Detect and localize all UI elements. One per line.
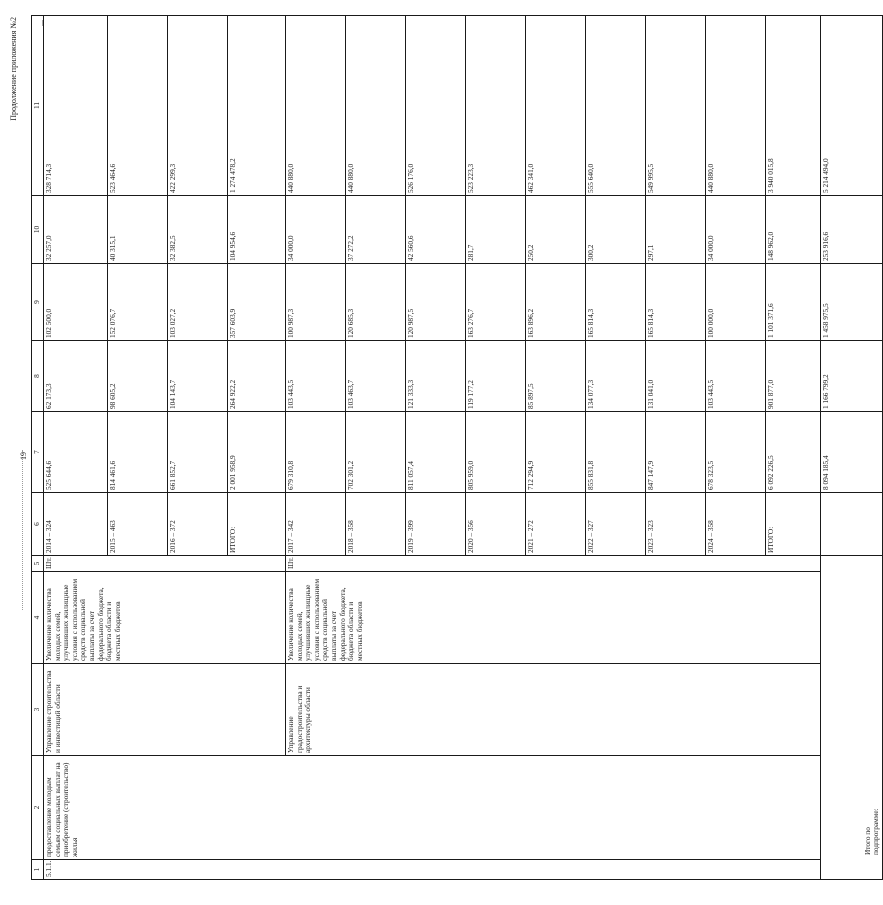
value-cell: 357 603,9	[228, 264, 286, 341]
value-cell: 6 092 226,5	[766, 412, 821, 493]
value-cell: 462 341,0	[526, 16, 586, 196]
value-cell: 814 461,6	[108, 412, 168, 493]
year-cell: 2017 – 342	[286, 493, 346, 556]
continuation-note: Продолжение приложения №2	[9, 17, 18, 121]
value-cell: 855 831,8	[586, 412, 646, 493]
value-cell: 103 443,5	[706, 341, 766, 412]
header-cell: 6	[32, 493, 44, 556]
header-cell: 5	[32, 556, 44, 572]
value-cell: 2 001 958,9	[228, 412, 286, 493]
value-cell: 103 443,5	[286, 341, 346, 412]
item-name-cell: предоставление молодым семьям социальных выплат на приобретение (строительство) жилья	[44, 756, 286, 860]
value-cell: 805 959,0	[466, 412, 526, 493]
year-cell: 2015 – 463	[108, 493, 168, 556]
value-cell: 104 954,6	[228, 196, 286, 264]
margin-dotted-line	[22, 450, 25, 610]
value-cell: 100 987,3	[286, 264, 346, 341]
value-cell: 661 852,7	[168, 412, 228, 493]
value-cell: 165 814,3	[586, 264, 646, 341]
year-cell: 2023 – 323	[646, 493, 706, 556]
item-code-cell	[286, 860, 821, 880]
value-cell: 103 027,2	[168, 264, 228, 341]
value-cell: 1 101 371,6	[766, 264, 821, 341]
value-cell: 120 685,3	[346, 264, 406, 341]
value-cell: 328 714,3	[44, 16, 108, 196]
value-cell: 163 896,2	[526, 264, 586, 341]
value-cell: 148 962,0	[766, 196, 821, 264]
year-cell: 2016 – 372	[168, 493, 228, 556]
value-cell: 440 880,0	[706, 16, 766, 196]
value-cell: 901 877,0	[766, 341, 821, 412]
total-label-text: Итого по подпрограмме:	[862, 808, 881, 855]
header-cell: 11	[32, 16, 44, 196]
value-cell: 525 644,6	[44, 412, 108, 493]
year-cell: 2024 – 358	[706, 493, 766, 556]
value-cell: 104 143,7	[168, 341, 228, 412]
header-cell: 8	[32, 341, 44, 412]
value-cell: 281,7	[466, 196, 526, 264]
total-blank-cell	[821, 493, 883, 556]
total-value-cell: 1 166 799,2	[821, 341, 883, 412]
total-value-cell: 1 458 975,5	[821, 264, 883, 341]
value-cell: 121 333,3	[406, 341, 466, 412]
unit-cell: Шт.	[44, 556, 286, 572]
header-cell: 2	[32, 756, 44, 860]
value-cell: 163 276,7	[466, 264, 526, 341]
header-cell: 4	[32, 572, 44, 664]
table-row	[286, 16, 346, 880]
value-cell: 119 177,2	[466, 341, 526, 412]
value-cell: 102 500,0	[44, 264, 108, 341]
year-cell: ИТОГО:	[766, 493, 821, 556]
value-cell: 120 987,5	[406, 264, 466, 341]
total-value-cell: 253 916,6	[821, 196, 883, 264]
page-number: 19	[19, 452, 28, 460]
value-cell: 440 880,0	[346, 16, 406, 196]
value-cell: 555 640,0	[586, 16, 646, 196]
value-cell: 103 463,7	[346, 341, 406, 412]
value-cell: 165 814,3	[646, 264, 706, 341]
indicator-cell: Увеличение количества молодых семей, улучшивших жилищные условия с использованием средств социальной выплаты за счет федерального бюджета, бюджета области и местных бюджетов	[44, 572, 286, 664]
value-cell: 85 897,5	[526, 341, 586, 412]
value-cell: 98 605,2	[108, 341, 168, 412]
executor-cell: Управление строительства и инвестиций области	[44, 664, 286, 756]
executor-cell: Управление градостроительства и архитектуры области	[286, 664, 821, 756]
year-cell: 2022 – 327	[586, 493, 646, 556]
indicator-cell: Увеличение количества молодых семей, улучшивших жилищные условия с использованием средств социальной выплаты за счет федерального бюджета, бюджета области и местных бюджетов	[286, 572, 821, 664]
value-cell: 32 382,5	[168, 196, 228, 264]
value-cell: 1 274 478,2	[228, 16, 286, 196]
total-label-cell	[821, 556, 883, 880]
value-cell: 712 294,9	[526, 412, 586, 493]
value-cell: 523 464,6	[108, 16, 168, 196]
value-cell: 679 310,8	[286, 412, 346, 493]
value-cell: 3 940 015,8	[766, 16, 821, 196]
year-cell: 2019 – 399	[406, 493, 466, 556]
value-cell: 62 173,3	[44, 341, 108, 412]
value-cell: 440 880,0	[286, 16, 346, 196]
value-cell: 549 995,5	[646, 16, 706, 196]
header-cell: 1	[32, 860, 44, 880]
year-cell: ИТОГО:	[228, 493, 286, 556]
item-name-cell	[286, 756, 821, 860]
total-value-cell: 5 214 494,0	[821, 16, 883, 196]
unit-cell: Шт.	[286, 556, 821, 572]
value-cell: 32 257,0	[44, 196, 108, 264]
value-cell: 134 077,3	[586, 341, 646, 412]
table-row	[44, 16, 108, 880]
value-cell: 37 272,2	[346, 196, 406, 264]
header-row	[32, 16, 44, 880]
item-code-cell: 5.1.1.	[44, 860, 286, 880]
value-cell: 264 922,2	[228, 341, 286, 412]
value-cell: 40 315,1	[108, 196, 168, 264]
value-cell: 34 000,0	[706, 196, 766, 264]
total-value-cell: 8 094 185,4	[821, 412, 883, 493]
program-table	[31, 15, 883, 880]
value-cell: 297,1	[646, 196, 706, 264]
value-cell: 422 299,3	[168, 16, 228, 196]
value-cell: 100 000,0	[706, 264, 766, 341]
year-cell: 2018 – 358	[346, 493, 406, 556]
year-cell: 2021 – 272	[526, 493, 586, 556]
rotated-page	[9, 15, 881, 880]
value-cell: 811 057,4	[406, 412, 466, 493]
value-cell: 523 223,3	[466, 16, 526, 196]
header-cell: 3	[32, 664, 44, 756]
table-body	[32, 16, 883, 880]
value-cell: 42 560,6	[406, 196, 466, 264]
value-cell: 131 041,0	[646, 341, 706, 412]
total-row	[821, 16, 883, 880]
value-cell: 250,2	[526, 196, 586, 264]
value-cell: 678 323,5	[706, 412, 766, 493]
year-cell: 2014 – 324	[44, 493, 108, 556]
value-cell: 526 176,0	[406, 16, 466, 196]
header-cell: 9	[32, 264, 44, 341]
value-cell: 300,2	[586, 196, 646, 264]
header-cell: 7	[32, 412, 44, 493]
value-cell: 152 076,7	[108, 264, 168, 341]
value-cell: 702 301,2	[346, 412, 406, 493]
value-cell: 847 147,9	[646, 412, 706, 493]
year-cell: 2020 – 356	[466, 493, 526, 556]
header-cell: 10	[32, 196, 44, 264]
value-cell: 34 000,0	[286, 196, 346, 264]
